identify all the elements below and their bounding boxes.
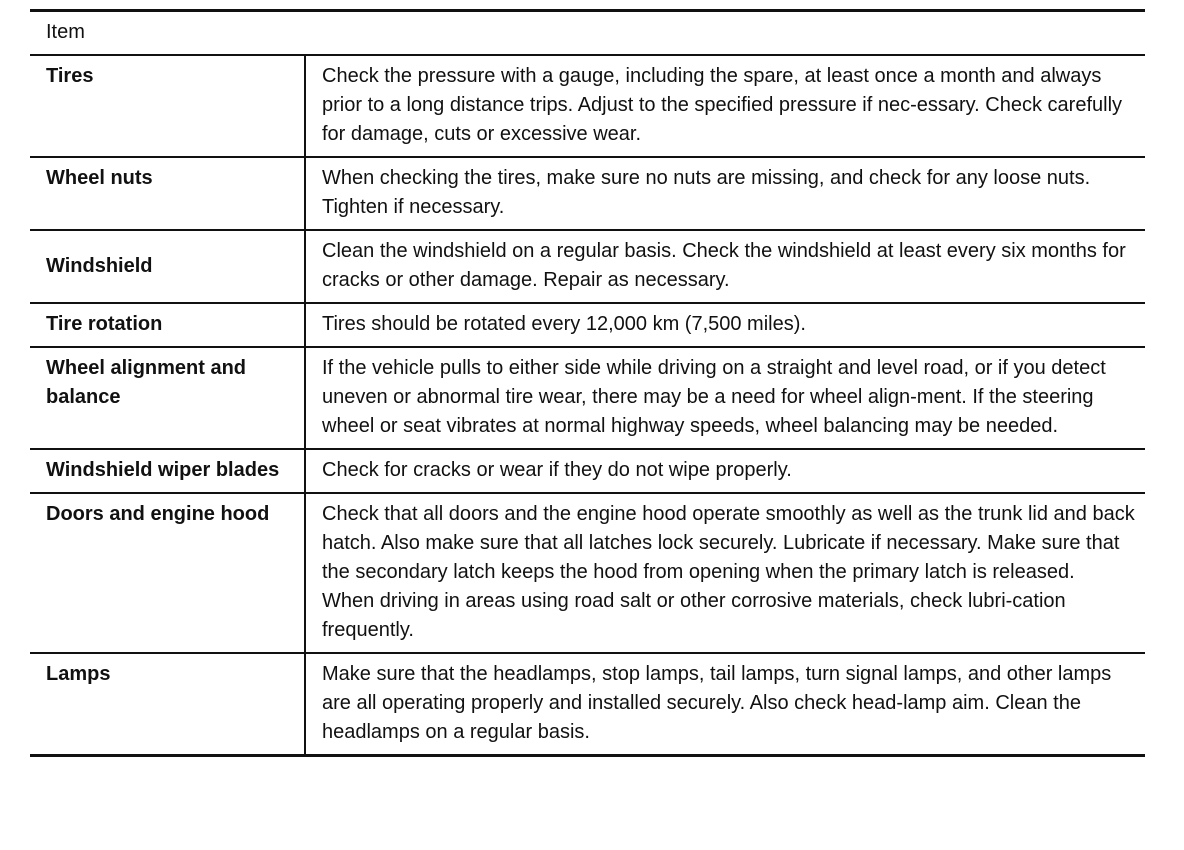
description-paragraph-extra: When driving in areas using road salt or other corrosive materials, check lubri-cation frequently. (322, 590, 1066, 641)
table-row (30, 230, 1145, 303)
table-row (30, 55, 1145, 157)
maintenance-document (30, 9, 1145, 757)
table-row (30, 449, 1145, 493)
item-cell: Windshield wiper blades (30, 449, 305, 493)
item-cell: Windshield (30, 230, 305, 303)
item-cell: Tire rotation (30, 303, 305, 347)
table-header-row (30, 11, 1145, 56)
description-cell: Check for cracks or wear if they do not wipe properly. (305, 449, 1145, 493)
table-row (30, 303, 1145, 347)
table-row (30, 347, 1145, 449)
maintenance-table (30, 9, 1145, 757)
description-cell: Tires should be rotated every 12,000 km (7,500 miles). (305, 303, 1145, 347)
description-cell: Clean the windshield on a regular basis. Check the windshield at least every six months for cracks or other damage. Repair as necessary. (305, 230, 1145, 303)
description-cell: When checking the tires, make sure no nuts are missing, and check for any loose nuts. Tighten if necessary. (305, 157, 1145, 230)
table-header-item: Item (30, 11, 1145, 56)
description-cell: If the vehicle pulls to either side while driving on a straight and level road, or if you detect uneven or abnormal tire wear, there may be a need for wheel align-ment. If the steering wheel or seat vibrates at normal highway speeds, wheel balancing may be needed. (305, 347, 1145, 449)
table-row (30, 653, 1145, 756)
table-row (30, 493, 1145, 653)
item-cell: Wheel nuts (30, 157, 305, 230)
item-cell: Tires (30, 55, 305, 157)
table-row (30, 157, 1145, 230)
item-cell: Wheel alignment and balance (30, 347, 305, 449)
item-cell: Lamps (30, 653, 305, 756)
description-cell: Check the pressure with a gauge, including the spare, at least once a month and always prior to a long distance trips. Adjust to the specified pressure if nec-essary. Check carefully for damage, cuts or excessive wear. (305, 55, 1145, 157)
description-cell (305, 493, 1145, 653)
item-cell: Doors and engine hood (30, 493, 305, 653)
description-cell: Make sure that the headlamps, stop lamps, tail lamps, turn signal lamps, and other lamps are all operating properly and installed securely. Also check head-lamp aim. Clean the headlamps on a regular basis. (305, 653, 1145, 756)
description-paragraph: Check that all doors and the engine hood operate smoothly as well as the trunk lid and back hatch. Also make sure that all latches lock securely. Lubricate if necessary. Make sure that the secondary latch keeps the hood from opening when the primary latch is released. (322, 503, 1135, 583)
